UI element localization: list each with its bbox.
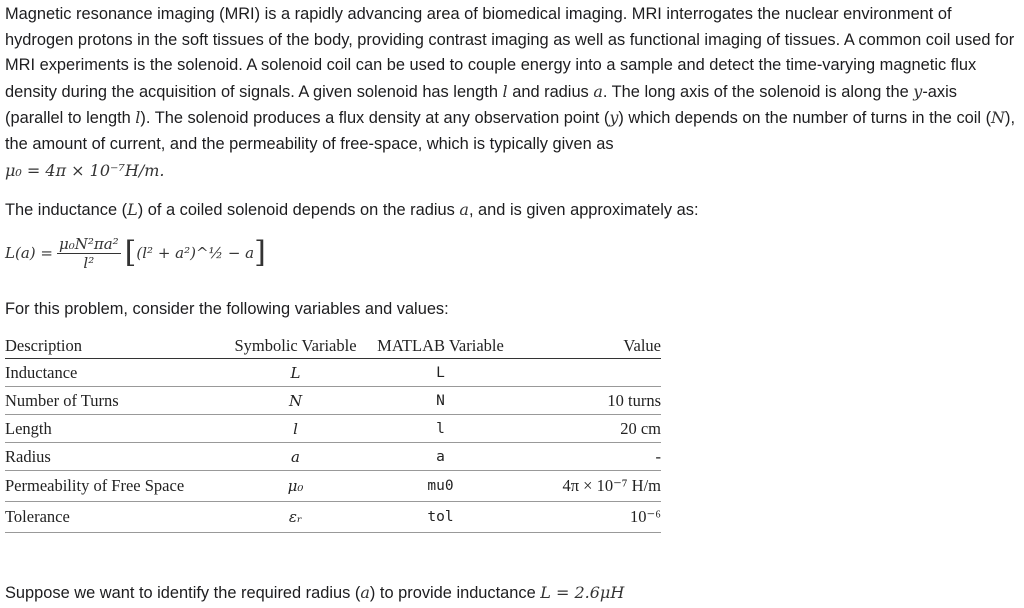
row-symbol: a — [223, 443, 368, 471]
formula-bracket-content: (l² + a²)^½ − a — [136, 244, 255, 262]
question-text-2: ) to provide inductance — [369, 584, 541, 602]
intro-text-3: . The long axis of the solenoid is along the — [602, 82, 914, 101]
intro-paragraph — [5, 2, 1019, 184]
header-matlab: MATLAB Variable — [368, 333, 513, 359]
header-symbolic: Symbolic Variable — [223, 333, 368, 359]
ind-text-1: The inductance ( — [5, 201, 128, 219]
row-symbol: εᵣ — [223, 502, 368, 533]
ind-text-2: ) of a coiled solenoid depends on the radius — [137, 201, 460, 219]
formula-denominator: l² — [83, 253, 95, 272]
length-symbol-2: l — [135, 108, 141, 128]
table-header-row — [5, 333, 661, 359]
inductance-symbol: L — [127, 200, 138, 219]
row-matlab: L — [368, 359, 513, 387]
row-description: Length — [5, 415, 223, 443]
y-symbol-2: y — [609, 108, 619, 128]
row-value: 10⁻⁶ — [513, 502, 661, 533]
row-description: Tolerance — [5, 502, 223, 533]
target-inductance: L = 2.6μH — [540, 583, 625, 602]
intro-text-6: ) which depends on the number of turns in the coil ( — [618, 109, 992, 128]
table-row — [5, 415, 661, 443]
row-symbol: μ₀ — [223, 471, 368, 502]
row-description: Permeability of Free Space — [5, 471, 223, 502]
row-description: Radius — [5, 443, 223, 471]
intro-text-7: ), the amount of current, and the permeability of free-space, which is typically given as — [5, 109, 1016, 153]
intro-text-4: -axis (parallel to length — [5, 82, 957, 128]
header-description: Description — [5, 333, 223, 359]
radius-symbol-4: a — [360, 583, 370, 602]
row-matlab: N — [368, 387, 513, 415]
y-symbol: y — [913, 81, 923, 101]
table-row — [5, 502, 661, 533]
row-matlab: tol — [368, 502, 513, 533]
turns-symbol: N — [991, 108, 1006, 128]
row-value: 4π × 10⁻⁷ H/m — [513, 471, 661, 502]
header-value: Value — [513, 333, 661, 359]
row-symbol: l — [223, 415, 368, 443]
formula-bracket: [ — [124, 235, 137, 270]
consider-text: For this problem, consider the following variables and values: — [5, 300, 449, 318]
question-paragraph — [5, 580, 1019, 607]
formula-lhs: L(a) = — [5, 244, 53, 262]
row-matlab: a — [368, 443, 513, 471]
row-value: - — [513, 443, 661, 471]
radius-symbol: a — [593, 81, 603, 101]
row-value: 20 cm — [513, 415, 661, 443]
row-description: Inductance — [5, 359, 223, 387]
inductance-formula — [5, 228, 266, 278]
formula-bracket-close: ] — [254, 235, 266, 270]
row-symbol: N — [223, 387, 368, 415]
row-matlab: mu0 — [368, 471, 513, 502]
formula-fraction — [57, 235, 121, 272]
row-matlab: l — [368, 415, 513, 443]
table-row — [5, 443, 661, 471]
mu0-expression: μ₀ = 4π × 10⁻⁷H/m. — [5, 160, 165, 180]
inductance-paragraph — [5, 197, 1019, 224]
row-value: 10 turns — [513, 387, 661, 415]
intro-text: Magnetic resonance imaging (MRI) is a rapidly advancing area of biomedical imaging. MRI interrogates the nuclear environment of hydrogen protons in the soft tissues of the body, providing contrast imaging as well as functional imaging of tissues. A common coil used for MRI experiments is the solenoid. A solenoid coil can be used to couple energy into a sample and detect the time-varying magnetic flux density during the acquisition of signals. A given solenoid has length — [5, 5, 1015, 101]
row-symbol: L — [223, 359, 368, 387]
question-text-1: Suppose we want to identify the required radius ( — [5, 584, 361, 602]
variables-table — [5, 333, 661, 533]
intro-text-2: and radius — [507, 82, 594, 101]
intro-text-5: ). The solenoid produces a flux density at any observation point ( — [140, 109, 610, 128]
row-value — [513, 359, 661, 387]
radius-symbol-3: a — [459, 200, 469, 219]
ind-text-3: , and is given approximately as: — [468, 201, 699, 219]
table-row — [5, 387, 661, 415]
table-row — [5, 359, 661, 387]
table-row — [5, 471, 661, 502]
formula-numerator: μ₀N²πa² — [58, 234, 119, 253]
row-description: Number of Turns — [5, 387, 223, 415]
length-symbol: l — [502, 81, 508, 101]
